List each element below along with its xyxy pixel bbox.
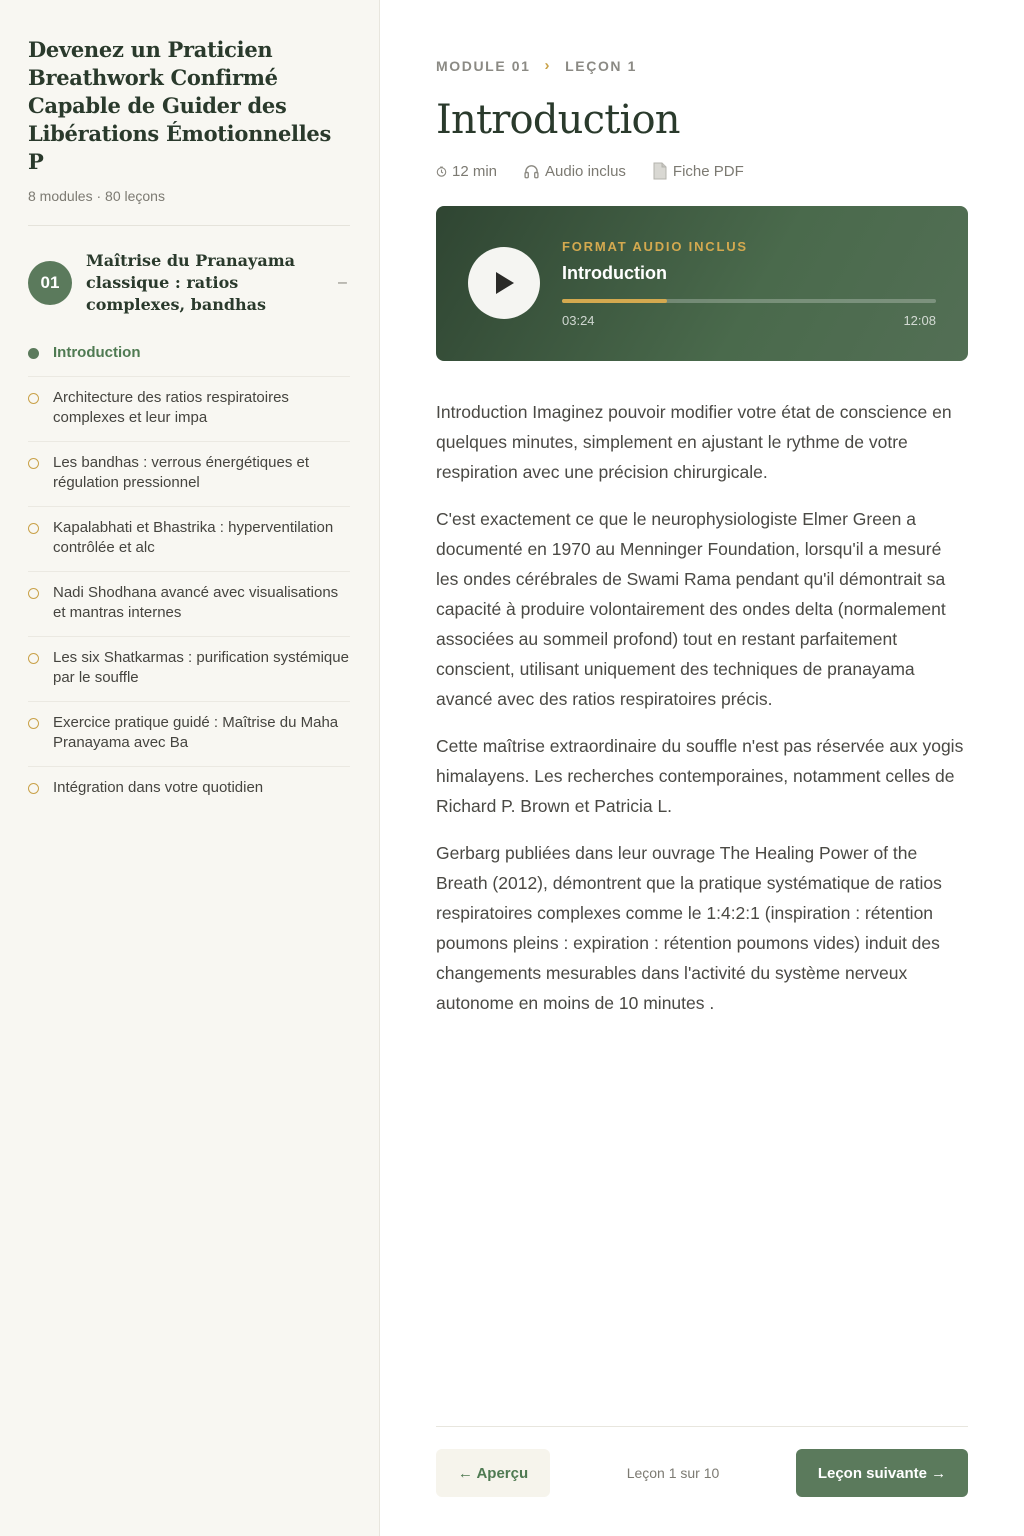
- lesson-dot-icon: [28, 718, 39, 729]
- lesson-label: Introduction: [53, 344, 141, 361]
- lesson-item[interactable]: [28, 377, 350, 442]
- pdf-label: Fiche PDF: [672, 162, 744, 180]
- duration-meta: [436, 163, 497, 180]
- lesson-counter: Leçon 1 sur 10: [626, 1465, 720, 1481]
- lesson-dot-icon: [28, 783, 39, 794]
- lesson-label: Intégration dans votre quotidien: [53, 779, 264, 796]
- lesson-body: [436, 397, 968, 1018]
- course-meta: 8 modules · 80 leçons: [28, 188, 165, 204]
- document-icon: [652, 162, 668, 180]
- lesson-dot-icon: [28, 653, 39, 664]
- previous-button[interactable]: ← Aperçu: [436, 1449, 550, 1497]
- audio-info: [562, 239, 936, 328]
- course-title: Devenez un Praticien Breathwork Confirmé Capable de Guider des Libérations Émotionnelles P: [28, 37, 331, 174]
- lesson-meta: [436, 162, 968, 180]
- footer-nav: [436, 1449, 968, 1497]
- lesson-item[interactable]: [28, 767, 350, 811]
- sidebar: [0, 0, 380, 1536]
- audio-label: Audio inclus: [545, 162, 626, 180]
- lesson-label: Architecture des ratios respiratoires complexes et leur impa: [53, 389, 289, 426]
- lesson-item[interactable]: [28, 442, 350, 507]
- clock-icon: [436, 166, 447, 177]
- current-time: 03:24: [562, 313, 595, 328]
- module-title: Maîtrise du Pranayama classique : ratios complexes, bandhas: [86, 251, 295, 314]
- body-paragraph: Gerbarg publiées dans leur ouvrage The Healing Power of the Breath (2012), démontrent que la pratique systématique de ratios respiratoires complexes comme le 1:4:2:1 (inspiration : rétention poumons pleins : expiration : rétention poumons vides) induit des changements mesurables dans l'activité du système nerveux autonome en moins de 10 minutes .: [436, 843, 942, 1013]
- lesson-item[interactable]: [28, 572, 350, 637]
- audio-format-label: FORMAT AUDIO INCLUS: [562, 239, 748, 254]
- total-time: 12:08: [903, 313, 936, 328]
- lesson-dot-icon: [28, 458, 39, 469]
- module-header[interactable]: [28, 250, 351, 316]
- module-number-badge: 01: [28, 261, 72, 305]
- main-content: [436, 0, 968, 1536]
- body-paragraph: Cette maîtrise extraordinaire du souffle n'est pas réservée aux yogis himalayens. Les recherches contemporaines, notamment celles de Richard P. Brown et Patricia L.: [436, 736, 964, 816]
- audio-meta: [523, 163, 626, 180]
- breadcrumb: [436, 57, 968, 74]
- lesson-label: Nadi Shodhana avancé avec visualisations et mantras internes: [53, 584, 339, 621]
- lesson-dot-icon: [28, 393, 39, 404]
- lesson-label: Kapalabhati et Bhastrika : hyperventilation contrôlée et alc: [53, 519, 334, 556]
- audio-player: [436, 206, 968, 361]
- lesson-dot-icon: [28, 588, 39, 599]
- lesson-list: [28, 332, 350, 811]
- play-icon: [492, 270, 516, 296]
- duration-label: 12 min: [452, 162, 498, 180]
- audio-title: Introduction: [562, 263, 667, 283]
- page-title: Introduction: [436, 97, 680, 143]
- audio-progress-bar[interactable]: [562, 299, 936, 303]
- breadcrumb-lesson: LEÇON 1: [565, 57, 638, 74]
- next-lesson-button[interactable]: Leçon suivante →: [796, 1449, 968, 1497]
- lesson-item[interactable]: [28, 702, 350, 767]
- audio-progress-fill: [562, 299, 667, 303]
- lesson-footer: [436, 1426, 968, 1497]
- body-paragraph: C'est exactement ce que le neurophysiologiste Elmer Green a documenté en 1970 au Menninger Foundation, lorsqu'il a mesuré les ondes cérébrales de Swami Rama pendant qu'il démontrait sa capacité à produire volontairement des ondes delta (normalement associées au sommeil profond) tout en restant parfaitement conscient, utilisant uniquement des techniques de pranayama avancé avec des ratios respiratoires précis.: [436, 509, 946, 709]
- body-paragraph: Introduction Imaginez pouvoir modifier votre état de conscience en quelques minutes, simplement en ajustant le rythme de votre respiration avec une précision chirurgicale.: [436, 402, 952, 482]
- lesson-label: Les bandhas : verrous énergétiques et régulation pressionnel: [53, 454, 310, 491]
- pdf-meta[interactable]: [652, 162, 744, 180]
- lesson-item[interactable]: [28, 507, 350, 572]
- play-button[interactable]: [468, 247, 540, 319]
- audio-time-row: [562, 313, 936, 328]
- chevron-right-icon: ›: [544, 57, 552, 74]
- lesson-label: Exercice pratique guidé : Maîtrise du Maha Pranayama avec Ba: [53, 714, 339, 751]
- breadcrumb-module[interactable]: MODULE 01: [436, 57, 531, 74]
- lesson-dot-icon: [28, 523, 39, 534]
- lesson-item-active[interactable]: [28, 332, 350, 377]
- current-lesson-dot-icon: [28, 348, 39, 359]
- headphones-icon: [523, 163, 540, 180]
- lesson-item[interactable]: [28, 637, 350, 702]
- sidebar-divider: [28, 225, 350, 226]
- lesson-label: Les six Shatkarmas : purification systémique par le souffle: [53, 649, 349, 686]
- collapse-icon[interactable]: –: [338, 274, 347, 291]
